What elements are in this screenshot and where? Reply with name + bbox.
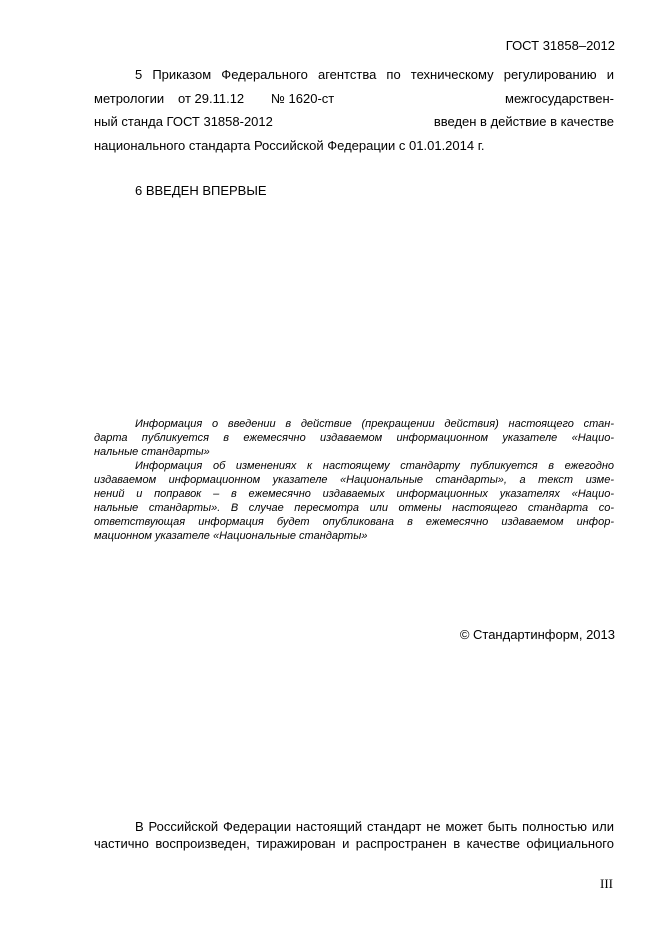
item5-line3-a: ный станда ГОСТ 31858-2012	[94, 114, 273, 129]
item5-line2-c: № 1620-ст	[271, 91, 335, 106]
item5-line2-a: метрологии	[94, 91, 165, 106]
item5-line3-b: введен в действие в качестве	[433, 114, 614, 129]
info-line: ответствующая информация будет опубликована в ежемесячно издаваемом инфор-	[94, 516, 614, 528]
page-number: III	[600, 876, 613, 891]
info-line: Информация о введении в действие (прекращении действия) настоящего стан-	[135, 418, 614, 430]
document-code-header: ГОСТ 31858–2012	[505, 38, 615, 53]
info-line: нений и поправок – в ежемесячно издаваемых информационных указателях «Нацио-	[94, 488, 614, 500]
info-line: издаваемом информационном указателе «Национальные стандарты», а текст изме-	[94, 474, 614, 486]
item5-line4: национального стандарта Российской Федерации с 01.01.2014 г.	[94, 138, 485, 153]
info-line: нальные стандарты»	[94, 446, 210, 458]
copyright-notice: © Стандартинформ, 2013	[459, 627, 615, 642]
info-line: Информация об изменениях к настоящему стандарту публикуется в ежегодно	[135, 460, 614, 472]
item5-line2-d: межгосударствен-	[505, 91, 614, 106]
reproduction-notice-line1: В Российской Федерации настоящий стандарт не может быть полностью или	[135, 819, 614, 834]
info-line: мационном указателе «Национальные стандарты»	[94, 530, 368, 542]
item5-line1: 5 Приказом Федерального агентства по техническому регулированию и	[135, 67, 614, 82]
item5-line2-b: от 29.11.12	[178, 91, 245, 106]
reproduction-notice-line2: частично воспроизведен, тиражирован и распространен в качестве официального	[94, 836, 614, 851]
item6-first-introduced: 6 ВВЕДЕН ВПЕРВЫЕ	[135, 183, 267, 198]
info-line: дарта публикуется в ежемесячно издаваемом информационном указателе «Нацио-	[94, 432, 614, 444]
info-line: нальные стандарты». В случае пересмотра или отмены настоящего стандарта со-	[94, 502, 614, 514]
